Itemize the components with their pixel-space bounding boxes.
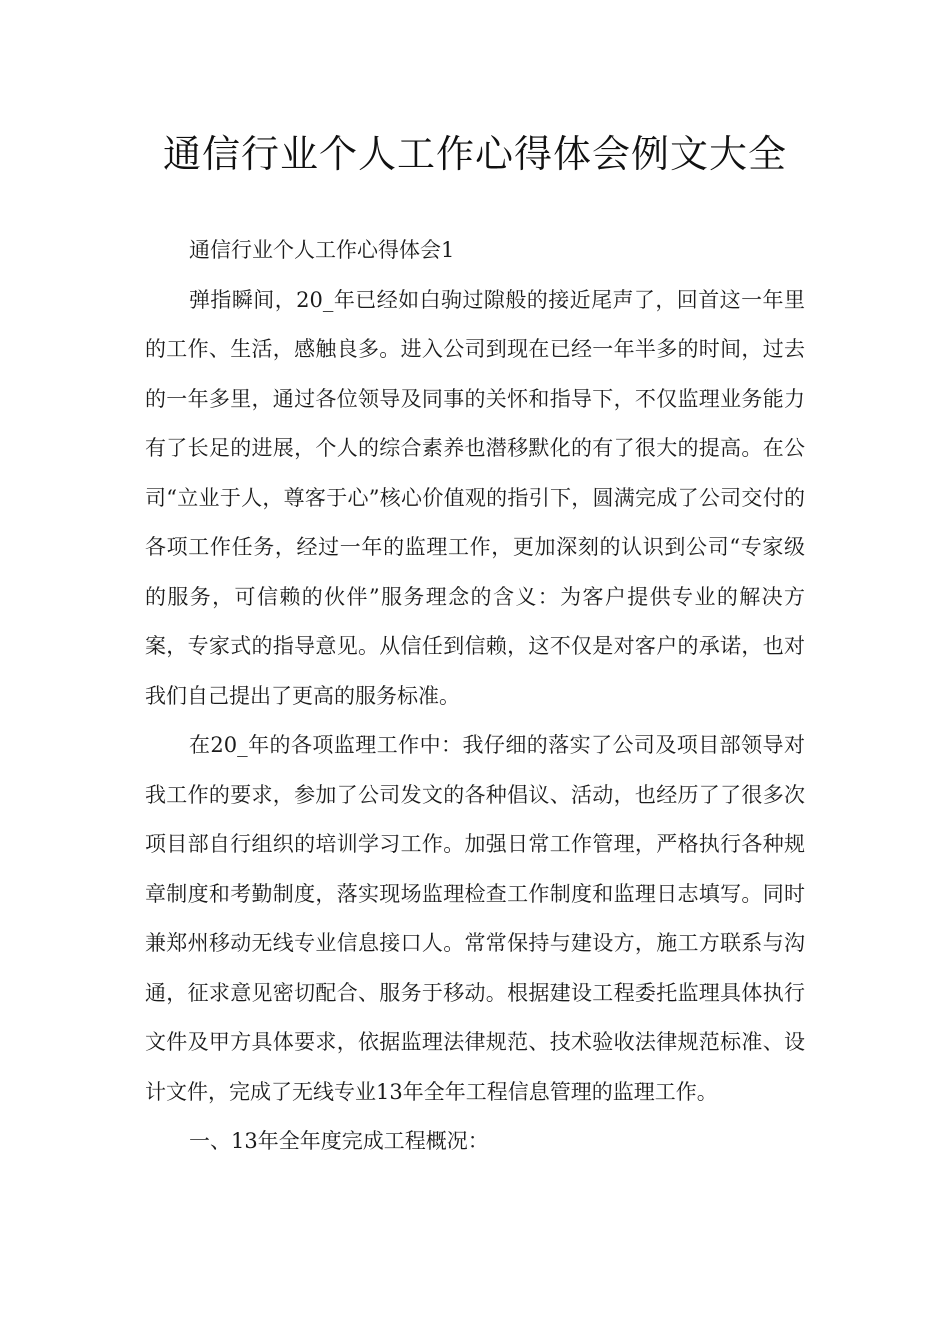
document-body — [145, 226, 805, 1167]
paragraph-work: 在20_年的各项监理工作中：我仔细的落实了公司及项目部领导对我工作的要求，参加了公司发文的各种倡议、活动，也经历了了很多次项目部自行组织的培训学习工作。加强日常工作管理，严格执行各种规章制度和考勤制度，落实现场监理检查工作制度和监理日志填写。同时兼郑州移动无线专业信息接口人。常常保持与建设方，施工方联系与沟通，征求意见密切配合、服务于移动。根据建设工程委托监理具体执行文件及甲方具体要求，依据监理法律规范、技术验收法律规范标准、设计文件，完成了无线专业13年全年工程信息管理的监理工作。 — [145, 733, 805, 1104]
subsection-heading: 一、13年全年度完成工程概况： — [189, 1129, 489, 1153]
paragraph-intro: 弹指瞬间，20_年已经如白驹过隙般的接近尾声了，回首这一年里的工作、生活，感触良多。进入公司到现在已经一年半多的时间，过去的一年多里，通过各位领导及同事的关怀和指导下，不仅监理业务能力有了长足的进展，个人的综合素养也潜移默化的有了很大的提高。在公司“立业于人，尊客于心”核心价值观的指引下，圆满完成了公司交付的各项工作任务，经过一年的监理工作，更加深刻的认识到公司“专家级的服务，可信赖的伙伴”服务理念的含义：为客户提供专业的解决方案，专家式的指导意见。从信任到信赖，这不仅是对客户的承诺，也对我们自己提出了更高的服务标准。 — [145, 287, 805, 708]
section-heading: 通信行业个人工作心得体会1 — [189, 238, 455, 262]
document-title: 通信行业个人工作心得体会例文大全 — [162, 132, 787, 176]
